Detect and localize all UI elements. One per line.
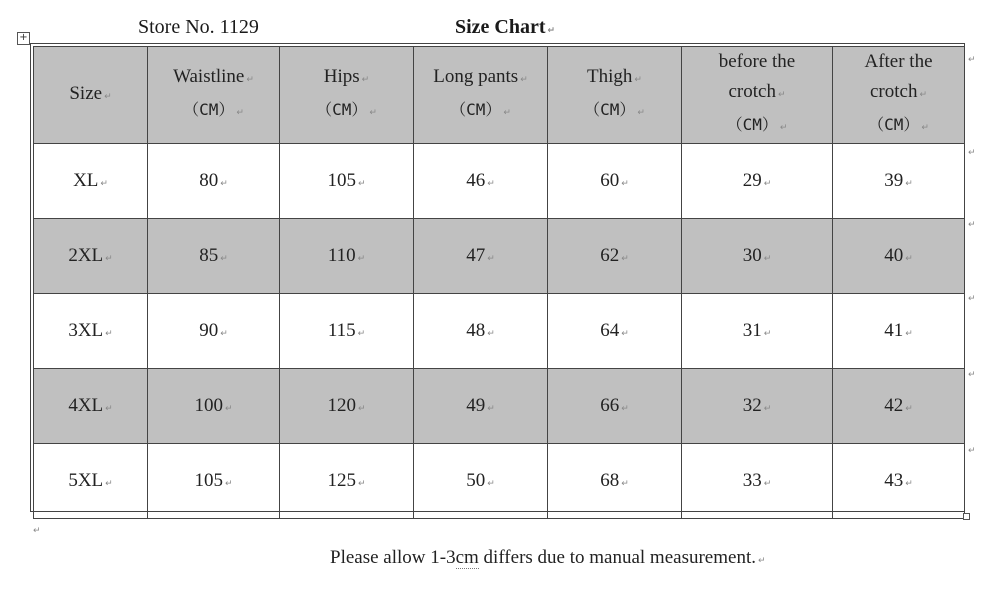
after-crotch-cell: 43 ↵ <box>833 444 965 519</box>
table-header-row <box>34 47 965 144</box>
before-crotch-cell: 30 ↵ <box>682 219 833 294</box>
size-cell: 5XL ↵ <box>34 444 148 519</box>
table-row <box>34 369 965 444</box>
row-end-mark: ↵ <box>968 446 976 456</box>
header-waistline: Waistline ↵ （CM） ↵ <box>148 47 280 144</box>
hips-cell: 125 ↵ <box>280 444 414 519</box>
size-chart-table <box>30 43 965 512</box>
table-row <box>34 294 965 369</box>
header-hips: Hips ↵ （CM） ↵ <box>280 47 414 144</box>
thigh-cell: 68 ↵ <box>548 444 682 519</box>
table-move-handle-icon[interactable]: + <box>17 32 30 45</box>
long-pants-cell: 47 ↵ <box>414 219 548 294</box>
thigh-cell: 60 ↵ <box>548 144 682 219</box>
before-crotch-cell: 31 ↵ <box>682 294 833 369</box>
chart-title: Size Chart ↵ <box>455 16 556 38</box>
row-end-mark: ↵ <box>968 294 976 304</box>
row-end-mark: ↵ <box>968 148 976 158</box>
table-resize-handle[interactable] <box>963 513 970 520</box>
table-row <box>34 144 965 219</box>
waistline-cell: 90 ↵ <box>148 294 280 369</box>
paragraph-mark: ↵ <box>33 526 41 536</box>
table-row <box>34 444 965 519</box>
hips-cell: 115 ↵ <box>280 294 414 369</box>
header-thigh: Thigh ↵ （CM） ↵ <box>548 47 682 144</box>
long-pants-cell: 49 ↵ <box>414 369 548 444</box>
after-crotch-cell: 42 ↵ <box>833 369 965 444</box>
table-row <box>34 219 965 294</box>
store-number: Store No. 1129 <box>138 16 259 38</box>
hips-cell: 105 ↵ <box>280 144 414 219</box>
hips-cell: 110 ↵ <box>280 219 414 294</box>
header-after-crotch: After the crotch ↵ （CM） ↵ <box>833 47 965 144</box>
header-size: Size ↵ <box>34 47 148 144</box>
waistline-cell: 80 ↵ <box>148 144 280 219</box>
thigh-cell: 62 ↵ <box>548 219 682 294</box>
after-crotch-cell: 40 ↵ <box>833 219 965 294</box>
header-before-crotch: before the crotch ↵ （CM） ↵ <box>682 47 833 144</box>
before-crotch-cell: 32 ↵ <box>682 369 833 444</box>
document-header <box>0 14 1000 44</box>
long-pants-cell: 46 ↵ <box>414 144 548 219</box>
thigh-cell: 64 ↵ <box>548 294 682 369</box>
measurement-note: Please allow 1-3cm differs due to manual measurement. ↵ <box>330 547 766 568</box>
long-pants-cell: 50 ↵ <box>414 444 548 519</box>
hips-cell: 120 ↵ <box>280 369 414 444</box>
thigh-cell: 66 ↵ <box>548 369 682 444</box>
row-end-mark: ↵ <box>968 55 976 65</box>
size-cell: 3XL ↵ <box>34 294 148 369</box>
before-crotch-cell: 33 ↵ <box>682 444 833 519</box>
size-cell: XL ↵ <box>34 144 148 219</box>
waistline-cell: 85 ↵ <box>148 219 280 294</box>
waistline-cell: 100 ↵ <box>148 369 280 444</box>
size-cell: 2XL ↵ <box>34 219 148 294</box>
before-crotch-cell: 29 ↵ <box>682 144 833 219</box>
row-end-mark: ↵ <box>968 220 976 230</box>
row-end-mark: ↵ <box>968 370 976 380</box>
after-crotch-cell: 39 ↵ <box>833 144 965 219</box>
header-long-pants: Long pants ↵ （CM） ↵ <box>414 47 548 144</box>
after-crotch-cell: 41 ↵ <box>833 294 965 369</box>
size-cell: 4XL ↵ <box>34 369 148 444</box>
long-pants-cell: 48 ↵ <box>414 294 548 369</box>
waistline-cell: 105 ↵ <box>148 444 280 519</box>
